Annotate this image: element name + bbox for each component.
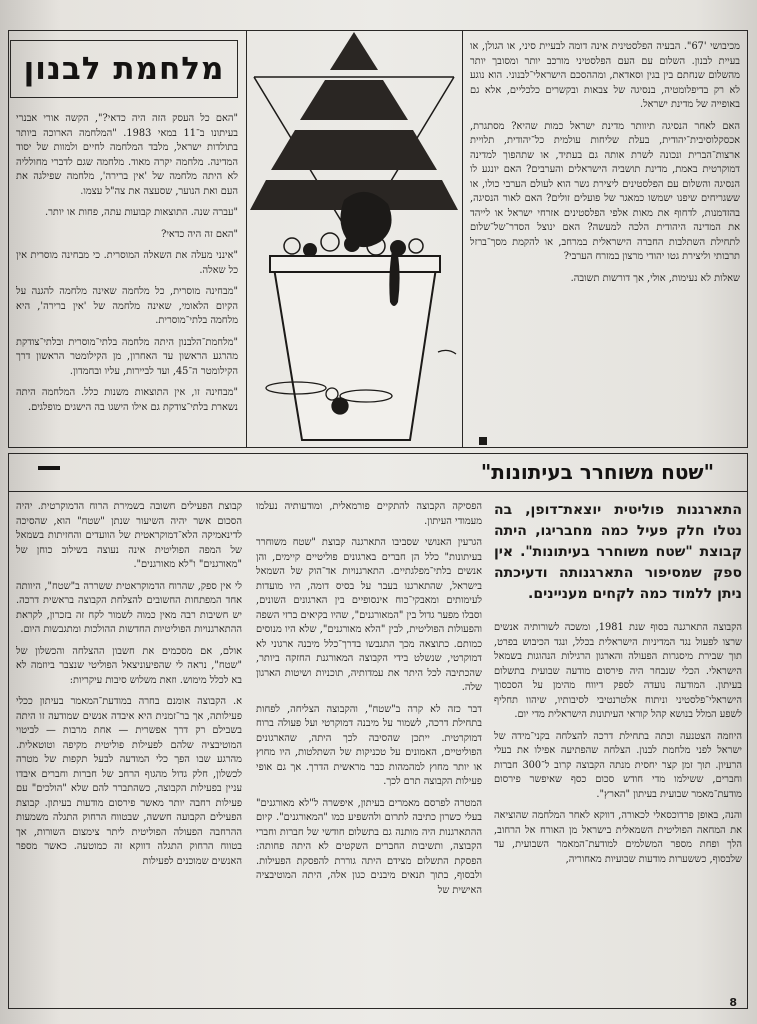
paragraph: א. הקבוצה אומנם בחרה במודעת־המאמר בעיתון ככלי פעילותה, אך בר־זמנית היא איבדה אנשים שמודעה זו היתה בשבילם רק דרך אפשרית — אחת מרבות — לביטוי המוטיבציה שלהם לפעילות פוליטית מקיפה וטוטאלית. מהרגע שבו הפך כלי המודעה לבעל תקפות של מטרה לכשלון, חלק גדול מהגוף הרחב של חברות וחברים איבדו עניין בפעילות הקבוצה, כשהתברר להם שלא "הולכים" עם פעילות רחבה יותר מאשר פירסום מודעות בעיתון. קבוצת הפעילים הקבועה חששה, שבטווח הרחוק התגלה משמעות ההרחבה הפעולה הפוליטית ליתר צימצום השורות, אך בטווח הרחוק התגלה דווקא זה כמוטעה. כאשר מספר האנשים שמוכנים לפעילות (16, 696, 242, 867)
article-lead: התארגנות פוליטית יוצאת־דופן, בה נטלו חלק פעיל כמה מחבריגו, היתה קבוצת "שטח משוחרר בעיתונות". אין ספק שמסיפור התארגנותה ודעיכתה ניתן ללמוד כמה לקחים מעניינים. (494, 502, 742, 602)
section-title: מלחמת לבנון (10, 40, 238, 98)
paragraph: מכיבושי '67". הבעיה הפלסטינית אינה דומה לבעיית סיני, או הגולן, או בעיית לבנון. השלום עם העם הפלסטיני מורכב יותר ומסובך יותר מהשלום שנחתם בין בגין וסאדאת, ומההסכם הישראלי־לבנוני. הוא נוגע לא רק בדיפלומטיה, בנסיגה של צבאות ובקשרים כלכליים, אלא גם באופייה של מדינת ישראל. (470, 41, 740, 110)
flowerpot-icon (270, 192, 440, 440)
editorial-illustration (248, 32, 460, 446)
paragraph: והנה, באופן פרדוכסאלי לכאורה, דווקא לאחר המלחמה שהוציאה את המחאה הפוליטית השמאלית בישראל מן האורח אל הרחוב, הלך ופחת מספר המשלמים למודעת־המאמר השבועית, עד שלבסוף, כששערות מודעות שבועיות מאחוריה, (494, 810, 742, 865)
article-column-2 (256, 500, 482, 1004)
headline-dash (38, 466, 60, 470)
paragraph: שאלות לא נעימות, אולי, אך דורשות תשובה. (570, 272, 740, 284)
paragraph: "מלחמת־הלבנון היתה מלחמה בלתי־מוסרית ובלתי־צודקת מהרגע הראשון עד האחרון, מן הקילומטר הראשון דרך הקילומטר ה־45, ועד לביירות, עליו ובחמדון. (16, 336, 238, 377)
page-number: 8 (729, 996, 737, 1009)
divider (246, 30, 247, 448)
paragraph: היוזמה הצטנעה וכתה בתחילת דרכה להצלחה בקני־מידה של ישראל לפני מלחמת לבנון. הצלחה שהפתיעה אפילו את בעלי הרעיון. תוך זמן קצר יחסית מנתה הקבוצה קרוב ל־300 חברות וחברים, ששילמו מדי חודש סכום כסף שאיפשר פירסום מודעת־מאמר שבועית בעיתון "הארץ". (494, 730, 742, 800)
paragraph: הגרעין האנושי שסביבו התארגנה קבוצת "שטח משוחרר בעיתונות" כלל הן חברים בארגונים פוליטיים קיימים, והן אנשים בלתי־מפלגתיים. התארגנויות אד־הוק של השמאל בישראל, שהתארגנו בעבר על בסיס דומה, היו מועדות לעימותים ומאבקי־כוח אינסופיים בין הארגונים השונים, וסבלו מפער גדול בין "המאורגנים", שהיו בקיאים ברזי השפה והפעולות הפוליטית, לבין "הלא מאורגנים", שלא היו מנוסים כמותם. כתוצאה מכך התגבשו בדרך־כלל מיבנה ארגוני לא דמוקרטי, שנשלט בידי הקבוצה המאורגנת החזקה ביותר, שהכתיבה לכל היתר את עמדותיה, תוכניות ושיטות הארגון שלה. (256, 537, 482, 693)
paragraph: "מבחינה זו, אין התוצאות משנות כלל. המלחמה היתה נשארת בלתי־צודקת גם אילו הישגו בה הישגים מופלגים. (16, 387, 238, 413)
paragraph: המטרה לפרסם מאמרים בעיתון, איפשרה ל"לא מאורגנים" בעלי כשרון כתיבה לתרום ולהשפיע כמו "המאורגנים". קיום ההתארגנות היה מותנה גם בתשלום חודשי של חברות וחברי הקבוצה, ותשיבות החברים השקטים לא היתה פחותה: הפסקת התשלום מצידם היתה גוררת להפסקת הפעילות. ולבסוף, בתוך תנאים מיבנים כגון אלה, היתה המוטיבציה האישית של (256, 797, 482, 896)
divider (462, 30, 463, 448)
article-column-1 (494, 500, 742, 1004)
paragraph: "האם כל העסק הזה היה כדאי?", הקשה אורי אבנרי בעיתונו ב־11 במאי 1983. "המלחמה הארוכה ביותר בתולדות ישראל, מלבד המלחמה לחיים ולמוות של יסוד המדינה. מלחמה יקרה מאוד. מלחמה שגם לדברי מחולליה לא היתה מלחמה של 'אין ברירה', מלחמה שפילגה את העם ואת הנוער, שסעצה את צה"ל עצמו. (16, 113, 238, 197)
paragraph: הקבוצה התארגנה בסוף שנת 1981, ומשכה לשורותיה אנשים שרצו לפעול נגד המדיניות הישראלית בכלל, ונגד הכיבוש בפרט, תוך שבירת מיסגרות הפעולה והארגון הרגילות הנהוגות בשמאל הישראלי. הכלי שנבחר היה פירסום מודעה שבועית בתשלום בעיתון. המודעה נועדה לספק דיווח מהימן על הסכסוך הישראלי־פלסטיני וניתוח אלטרנטיבי לסיבותיו, שיהוו תחליף לשפע המלל בנושא קהל קוראי העיתונות הישראלית מדי יום. (494, 622, 742, 720)
paragraph: דבר כזה לא קרה ב"שטח", והקבוצה הצליחה, לפחות בתחילת דרכה, לשמור על מיבנה דמוקרטי ועל פעולה ברוח דמוקרטית. ייתכן שהסיבה לכך היתה, שהארגונים הפוליטיים, האמונים על טכניקות של השתלטות, היו מחוץ או יותר מחוץ למהמהות כבר מראשית הדרך. אך גם אופי פעילות הקבוצה תרם לכך. (256, 703, 482, 787)
paragraph: האם לאחר הנסיגה תיוותר מדינת ישראל כמות שהיא? מסתגרת, אכסקלוסיבית־יהודית, בעלת שליחות עולמית כל־יהודית, תלויית ארצות־הברית ונכונה לשרת אותה גם בעתיד, או שתהפוך למדינה דמוקרטית באמת, מדינת תושביה הישראלים והערבים? האם יונגע לו הנסיגה והשלום עם הפלסטינים ליצירת גשר הוא לעולם הערבי כולו, או ששגריחים שיפנו ישמשו כמאגר של פועלים זולים? האם לאור הנסיגה, בהזדמנות, לדחוף את מאות אלפי הפלסטינים אזרחי ישראל או לייהד את המדינה היהודית הלכה למעשה? האם ינוצל הסדר־של־שלום לתחילת השתלבות החברה הישראלית במרחב, או להקמת מסך־ברזל תרבותי וליצירת גטו יהודי מרצון במזרח הערבי? (470, 120, 740, 262)
left-article-column (16, 112, 238, 444)
headline-rule (8, 491, 748, 492)
paragraph: לי אין ספק, שהרוח הדמוקראטית ששררה ב"שטח", היוותה אחד המפתחות החשובים להצלחת הקבוצה בראשית דרכה. יש חשיבות רבה מאין כמוה לשמור לקח זה בזכרון, לקראת ההתארגנויות הפוליטיות החדשות ההולכות ומתגבשות היום. (16, 580, 242, 635)
article-headline: "שטח משוחרר בעיתונות" (480, 460, 714, 484)
paragraph: "האם זה היה כדאי? (161, 228, 238, 240)
paragraph: הפסיקה הקבוצה להתקיים פורמאלית, ומודעותיה נעלמו מעמודי העיתון. (256, 501, 482, 527)
paragraph: "אינני מעלה את השאלה המוסרית. כי מבחינה מוסרית אין כל שאלה. (16, 250, 238, 276)
paragraph: קבוצת הפעילים חשובה בשמירת הרוח הדמוקרטית. יהיה הסכום אשר יהיה השיעור שנתן "שטח" הוא, שהסיכה לדינאמיקה הלא־דמוקראטית של הוועדים והחזיתות בשמאל של המפה הפוליטית אינה נעוצה בשילוב כוחן של "מאורגנים" ו"לא מאורגנים". (16, 501, 242, 570)
end-of-article-mark (479, 437, 487, 445)
paragraph: "עברה שנה. התוצאות קבועות עתה, פחות או יותר. (44, 207, 238, 218)
paragraph: אולם, אם מסכמים את חשבון ההצלחה והכשלון של "שטח", נראה לי שהפיעוניצאל הפוליטי שנצבר ביוזמה לא בא לכלל מימוש. וזאת משלוש סיבות עיקריות: (16, 645, 242, 686)
right-article-column (470, 40, 740, 432)
paragraph: "מבחינה מוסרית, כל מלחמה שאינה מלחמה להגנה על הקיום הלאומי, שאינה מלחמה של 'אין ברירה', היא מלחמה בלתי־מוסרית. (16, 286, 238, 326)
article-column-3 (16, 500, 242, 1004)
